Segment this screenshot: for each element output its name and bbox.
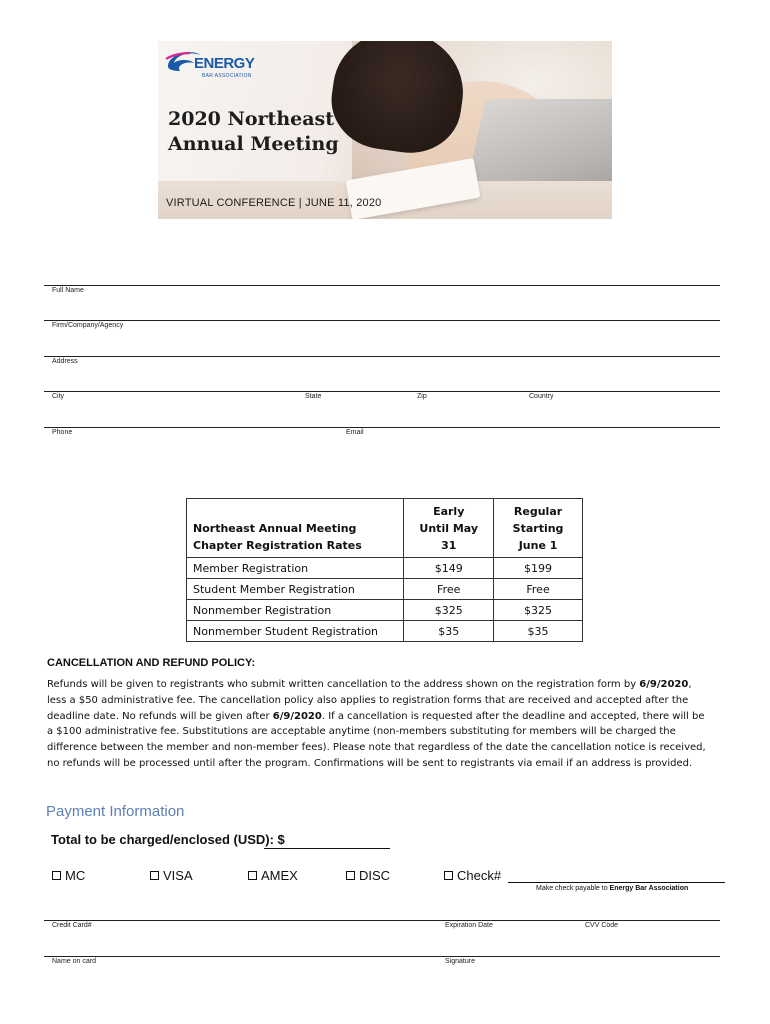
rate-regular: $35 [494, 621, 583, 642]
policy-text-part3: . If a cancellation is requested after the deadline and accepted, there will be a $100 administrative fee. Substitutions are acceptable anytime (non-members substituting for members will be charged the difference between the member and non-member fees). Please note that regardless of the date the cancellation notice is received, no refunds will be processed until after the program. Confirmations will be sent to registrants via email if an address is provided. [47, 710, 706, 769]
rate-regular: $199 [494, 558, 583, 579]
header-rates-line1: Northeast Annual Meeting [193, 522, 357, 535]
event-banner [158, 41, 612, 219]
check-note-payee: Energy Bar Association [609, 885, 689, 892]
credit-card-label: Credit Card# [52, 922, 92, 929]
option-check[interactable] [444, 868, 501, 883]
city-label: City [52, 393, 65, 400]
phone-email-field-row[interactable] [44, 427, 720, 428]
option-mc-label: MC [65, 868, 86, 883]
state-label: State [305, 393, 322, 400]
logo-name: ENERGY [194, 55, 255, 72]
logo-subtitle: BAR ASSOCIATION [202, 73, 252, 79]
option-visa[interactable] [150, 868, 193, 883]
header-early-line1: Early [433, 505, 465, 518]
header-regular-line3: June 1 [518, 539, 558, 552]
header-early-line2: Until May 31 [419, 522, 479, 552]
full-name-field[interactable] [44, 285, 720, 286]
expiration-label: Expiration Date [445, 922, 493, 929]
rate-label: Nonmember Student Registration [187, 621, 404, 642]
option-mc[interactable] [52, 868, 85, 883]
event-subtitle: VIRTUAL CONFERENCE | JUNE 11, 2020 [166, 197, 382, 209]
cvv-label: CVV Code [585, 922, 619, 929]
table-row [187, 558, 583, 579]
table-row [187, 600, 583, 621]
checkbox-icon[interactable] [248, 871, 257, 880]
full-name-label: Full Name [52, 287, 84, 294]
rate-regular: Free [494, 579, 583, 600]
option-disc[interactable] [346, 868, 390, 883]
policy-text-part1: Refunds will be given to registrants who submit written cancellation to the address shown on the registration form by [47, 679, 640, 690]
phone-label: Phone [52, 429, 73, 436]
policy-date-2: 6/9/2020 [272, 710, 322, 722]
option-disc-label: DISC [359, 868, 391, 883]
email-label: Email [346, 429, 364, 436]
option-amex[interactable] [248, 868, 298, 883]
name-on-card-label: Name on card [52, 958, 96, 965]
table-header-row [187, 499, 583, 558]
firm-field[interactable] [44, 320, 720, 321]
policy-text [47, 677, 707, 772]
policy-text-part2: , less a $50 administrative fee. The cancellation policy also applies to registration forms that are received and accepted after the deadline date. No refunds will be given after [47, 679, 692, 722]
check-payable-note [536, 885, 688, 892]
registration-rates-table [186, 498, 583, 642]
event-title-line1: 2020 Northeast [168, 108, 335, 130]
rate-regular: $325 [494, 600, 583, 621]
option-visa-label: VISA [163, 868, 193, 883]
check-number-field[interactable] [508, 882, 725, 883]
event-title-line2: Annual Meeting [168, 133, 339, 155]
policy-date-1: 6/9/2020 [639, 679, 689, 690]
header-regular-line1: Regular [513, 505, 563, 518]
total-label: Total to be charged/enclosed (USD): $ [51, 832, 285, 847]
checkbox-icon[interactable] [444, 871, 453, 880]
check-note-prefix: Make check payable to [536, 885, 610, 892]
header-rates [187, 499, 404, 558]
city-state-zip-field-row[interactable] [44, 391, 720, 392]
zip-label: Zip [417, 393, 427, 400]
rate-label: Nonmember Registration [187, 600, 404, 621]
header-early [404, 499, 494, 558]
rate-label: Student Member Registration [187, 579, 404, 600]
checkbox-icon[interactable] [346, 871, 355, 880]
country-label: Country [529, 393, 554, 400]
total-amount-field[interactable] [264, 848, 390, 849]
address-field[interactable] [44, 356, 720, 357]
signature-label: Signature [445, 958, 475, 965]
checkbox-icon[interactable] [52, 871, 61, 880]
option-check-label: Check# [457, 868, 502, 883]
checkbox-icon[interactable] [150, 871, 159, 880]
table-row [187, 579, 583, 600]
energy-bar-logo [164, 47, 260, 87]
rate-early: $325 [404, 600, 494, 621]
rate-label: Member Registration [187, 558, 404, 579]
event-title [168, 107, 339, 157]
firm-label: Firm/Company/Agency [52, 322, 124, 329]
address-label: Address [52, 358, 78, 365]
rate-early: $35 [404, 621, 494, 642]
header-regular [494, 499, 583, 558]
name-signature-field-row[interactable] [44, 956, 720, 957]
credit-card-field-row[interactable] [44, 920, 720, 921]
rate-early: $149 [404, 558, 494, 579]
table-row [187, 621, 583, 642]
rate-early: Free [404, 579, 494, 600]
header-rates-line2: Chapter Registration Rates [193, 539, 362, 552]
policy-heading: CANCELLATION AND REFUND POLICY: [47, 657, 256, 669]
option-amex-label: AMEX [261, 868, 298, 883]
payment-heading: Payment Information [46, 803, 185, 820]
header-regular-line2: Starting [512, 522, 564, 535]
